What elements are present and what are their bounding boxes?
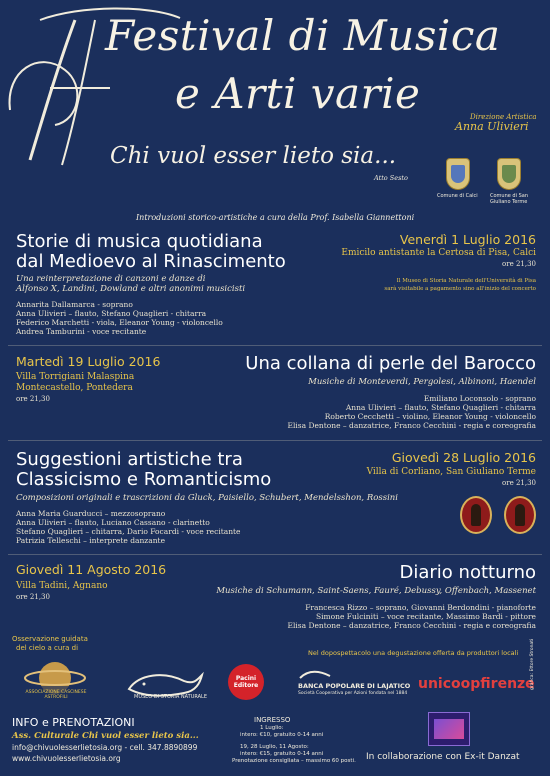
event4-performer1: Francesca Rizzo – soprano, Giovanni Berdondini - pianoforte — [305, 603, 536, 612]
unicoop-logo: unicoopfirenze — [418, 676, 535, 692]
event1-performer4: Andrea Tamburini - voce recitante — [16, 327, 147, 336]
tickets-title: INGRESSO — [254, 716, 291, 724]
observation-line1: Osservazione guidata — [12, 635, 88, 643]
museum-label: MUSEO DI STORIA NATURALE — [134, 694, 207, 700]
bank-logo-icon — [298, 668, 332, 682]
event2-performer4: Elisa Dentone – danzatrice, Franco Cecchini - regia e coreografia — [287, 421, 536, 430]
event1-museum-note1: Il Museo di Storia Naturale dell'Università di Pisa — [396, 278, 536, 284]
tickets-line4: intero: €15, gratuito 0-14 anni — [240, 751, 324, 757]
graphics-credit: grafica: Ettore Stronati — [530, 638, 535, 690]
bank-name: BANCA POPOLARE DI LAJATICO — [298, 682, 411, 690]
event1-time: ore 21,30 — [502, 260, 536, 268]
astrofili-name: ASSOCIAZIONE CASCINESE ASTROFILI — [25, 690, 87, 700]
event3-venue: Villa di Corliano, San Giuliano Terme — [366, 467, 536, 477]
event3-title-line1: Suggestioni artistiche tra — [16, 449, 243, 470]
director-name: Anna Ulivieri — [455, 120, 529, 133]
tasting-note: Nel dopospettacolo una degustazione offerta da produttori locali — [308, 649, 519, 657]
event1-title-line2: dal Medioevo al Rinascimento — [16, 251, 286, 272]
event4-performer2: Simone Fulciniti – voce recitante, Massimo Bardi - pittore — [315, 612, 536, 621]
intro-credits: Introduzioni storico-artistiche a cura della Prof. Isabella Giannettoni — [136, 213, 415, 222]
event2-venue1: Villa Torrigiani Malaspina — [16, 372, 135, 382]
tickets-line2: intero: €10, gratuito 0-14 anni — [240, 732, 324, 738]
calci-crest-icon — [446, 158, 470, 190]
exit-danzat-logo — [428, 712, 470, 746]
event1-subtitle2: Alfonso X, Landini, Dowland e altri anonimi musicisti — [16, 284, 246, 294]
event3-performer2: Anna Ulivieri – flauto, Luciano Cassano - clarinetto — [16, 518, 210, 527]
san-giuliano-crest-icon — [497, 158, 521, 190]
event1-subtitle1: Una reinterpretazione di canzoni e danze di — [16, 274, 206, 284]
event4-subtitle: Musiche di Schumann, Saint-Saens, Fauré, Debussy, Offenbach, Massenet — [216, 586, 536, 596]
event1-museum-note2: sarà visitabile a pagamento sino all'inizio del concerto — [384, 286, 536, 292]
event4-performer3: Elisa Dentone – danzatrice, Franco Cecchini - regia e coreografia — [287, 621, 536, 630]
motto: Chi vuol esser lieto sia... — [110, 143, 397, 169]
divider-2 — [8, 440, 542, 441]
pacini-logo — [228, 664, 264, 700]
event3-performer3: Stefano Quaglieri – chitarra, Dario Focardi - voce recitante — [16, 527, 241, 536]
event3-performer4: Patrizia Telleschi – interprete danzante — [16, 536, 166, 545]
wave-icon — [298, 668, 332, 682]
event2-time: ore 21,30 — [16, 395, 50, 403]
knight-medallion-icon — [460, 496, 492, 534]
info-email-phone[interactable]: info@chivuolesserlietosia.org - cell. 347.8890899 — [12, 743, 198, 752]
event3-performer1: Anna Maria Guarducci – mezzosoprano — [16, 509, 166, 518]
event1-performer1: Annarita Dallamarca - soprano — [16, 300, 133, 309]
event3-date: Giovedì 28 Luglio 2016 — [391, 450, 536, 465]
collaboration-note: In collaborazione con Ex-it Danzat — [366, 752, 520, 762]
event4-time: ore 21,30 — [16, 593, 50, 601]
tickets-line3: 19, 28 Luglio, 11 Agosto: — [240, 744, 309, 750]
observation-line2: del cielo a cura di — [16, 644, 79, 652]
event1-title-line1: Storie di musica quotidiana — [16, 231, 263, 252]
festival-title-line1: Festival di Musica — [105, 11, 501, 60]
event2-title: Una collana di perle del Barocco — [245, 353, 536, 374]
tickets-line1: 1 Luglio: — [260, 725, 284, 731]
info-title: INFO e PRENOTAZIONI — [12, 716, 135, 729]
event3-title-line2: Classicismo e Romanticismo — [16, 469, 272, 490]
comune-calci-label: Comune di Calci — [437, 193, 478, 199]
bank-sub: Società Cooperativa per Azioni fondata nel 1884 — [298, 691, 408, 696]
info-association: Ass. Culturale Chi vuol esser lieto sia... — [12, 731, 199, 741]
motto-source: Atto Sesto — [374, 174, 408, 182]
event1-performer2: Anna Ulivieri – flauto, Stefano Quaglieri - chitarra — [16, 309, 207, 318]
tickets-line5: Prenotazione consigliata – massimo 60 posti. — [232, 758, 356, 764]
divider-3 — [8, 554, 542, 555]
comune-sangiuliano-label: Comune di San Giuliano Terme — [490, 193, 528, 205]
event4-title: Diario notturno — [399, 562, 536, 583]
event1-date: Venerdì 1 Luglio 2016 — [399, 232, 536, 247]
event2-venue2: Montecastello, Pontedera — [16, 383, 133, 393]
event3-subtitle: Composizioni originali e trascrizioni da Gluck, Paisiello, Schubert, Mendelsshon, Rossini — [16, 493, 398, 503]
event2-performer1: Emiliano Loconsolo - soprano — [423, 394, 536, 403]
event2-subtitle: Musiche di Monteverdi, Pergolesi, Albinoni, Haendel — [308, 377, 536, 387]
event1-performer3: Federico Marchetti - viola, Eleanor Young - violoncello — [16, 318, 223, 327]
event3-time: ore 21,30 — [502, 479, 536, 487]
event4-date: Giovedì 11 Agosto 2016 — [16, 562, 167, 577]
event2-performer2: Anna Ulivieri – flauto, Stefano Quaglieri - chitarra — [345, 403, 536, 412]
event2-performer3: Roberto Cecchetti – violino, Eleanor Young - violoncello — [324, 412, 536, 421]
festival-title-line2: e Arti varie — [175, 69, 421, 118]
direction-label: Direzione Artistica — [470, 113, 537, 121]
event1-venue: Emicilo antistante la Certosa di Pisa, Calci — [341, 248, 536, 258]
knight-medallion-2-icon — [504, 496, 536, 534]
divider-1 — [8, 345, 542, 346]
pacini-label: Pacini Editore — [233, 675, 259, 689]
info-website[interactable]: www.chivuolesserlietosia.org — [12, 754, 121, 763]
event4-venue: Villa Tadini, Agnano — [16, 581, 108, 591]
event2-date: Martedì 19 Luglio 2016 — [16, 354, 161, 369]
